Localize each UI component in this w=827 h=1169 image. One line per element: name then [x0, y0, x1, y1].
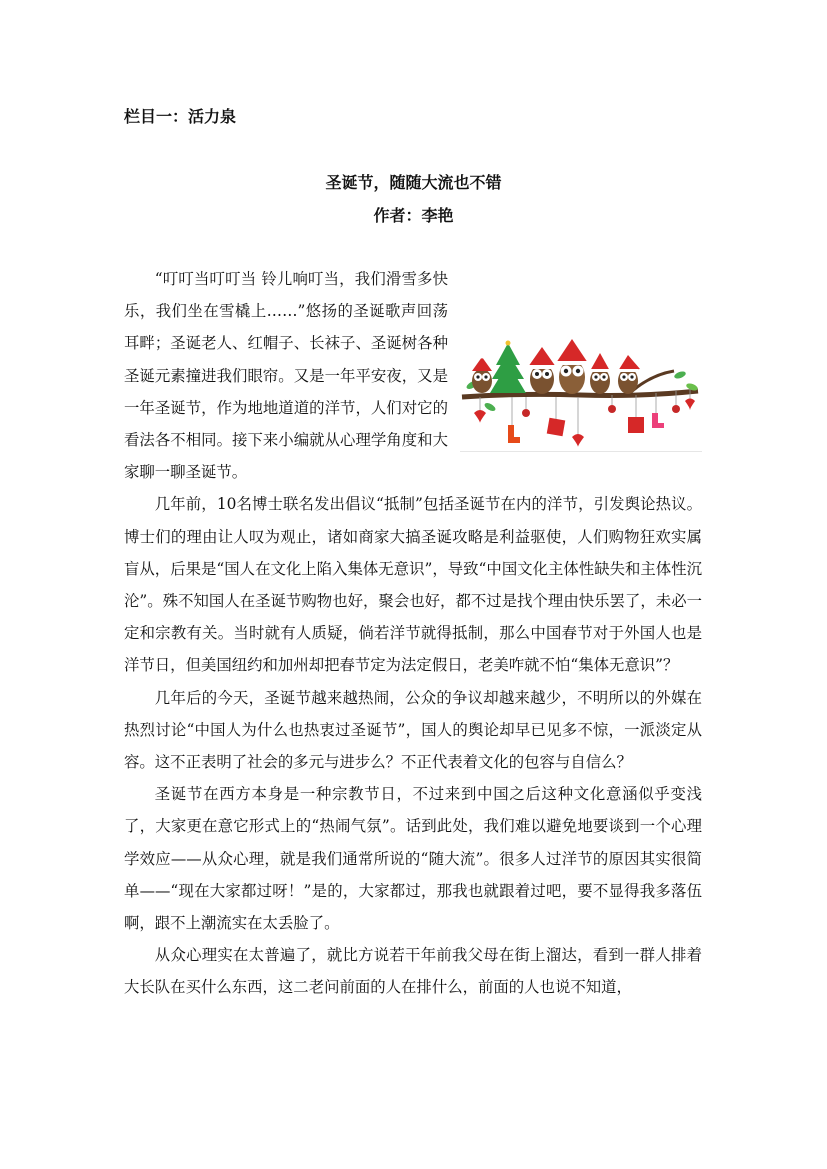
paragraph-5: 从众心理实在太普遍了，就比方说若干年前我父母在街上溜达，看到一群人排着大长队在买什么东西，这二老问前面的人在排什么，前面的人也说不知道， [124, 946, 702, 997]
paragraph-1 [124, 263, 702, 488]
christmas-owls-illustration [460, 335, 702, 453]
paragraph-4: 圣诞节在西方本身是一种宗教节日，不过来到中国之后这种文化意涵似乎变浅了，大家更在意它形式上的“热闹气氛”。话到此处，我们难以避免地要谈到一个心理学效应——从众心理，就是我们通常所说的“随大流”。很多人过洋节的原因其实很简单——“现在大家都过呀！”是的，大家都过，那我也就跟着过吧，要不显得我多落伍啊，跟不上潮流实在太丢脸了。 [124, 785, 702, 933]
section-label: 栏目一：活力泉 [124, 107, 237, 126]
paragraph-3: 几年后的今天，圣诞节越来越热闹，公众的争议却越来越少，不明所以的外媒在热烈讨论“中国人为什么也热衷过圣诞节”，国人的舆论却早已见多不惊，一派淡定从容。这不正表明了社会的多元与进步么？不正代表着文化的包容与自信么？ [124, 688, 702, 772]
paragraph-2: 几年前，10名博士联名发出倡议“抵制”包括圣诞节在内的洋节，引发舆论热议。博士们的理由让人叹为观止，诸如商家大搞圣诞攻略是利益驱使，人们购物狂欢实属盲从，后果是“国人在文化上陷入集体无意识”，导致“中国文化主体性缺失和主体性沉沦”。殊不知国人在圣诞节购物也好，聚会也好，都不过是找个理由快乐罢了，未必一定和宗教有关。当时就有人质疑，倘若洋节就得抵制，那么中国春节对于外国人也是洋节日，但美国纽约和加州却把春节定为法定假日，老美咋就不怕“集体无意识”？ [124, 495, 702, 675]
article-body [124, 263, 702, 1004]
article-title: 圣诞节，随随大流也不错 [325, 173, 502, 192]
article-author: 作者：李艳 [373, 206, 454, 225]
paragraph-1-text: “叮叮当叮叮当 铃儿响叮当，我们滑雪多快乐，我们坐在雪橇上……”悠扬的圣诞歌声回荡耳畔；圣诞老人、红帽子、长袜子、圣诞树各种圣诞元素撞进我们眼帘。又是一年平安夜，又是一年圣诞节，作为地地道道的洋节，人们对它的看法各不相同。接下来小编就从心理学角度和大家聊一聊圣诞节。 [124, 270, 448, 482]
